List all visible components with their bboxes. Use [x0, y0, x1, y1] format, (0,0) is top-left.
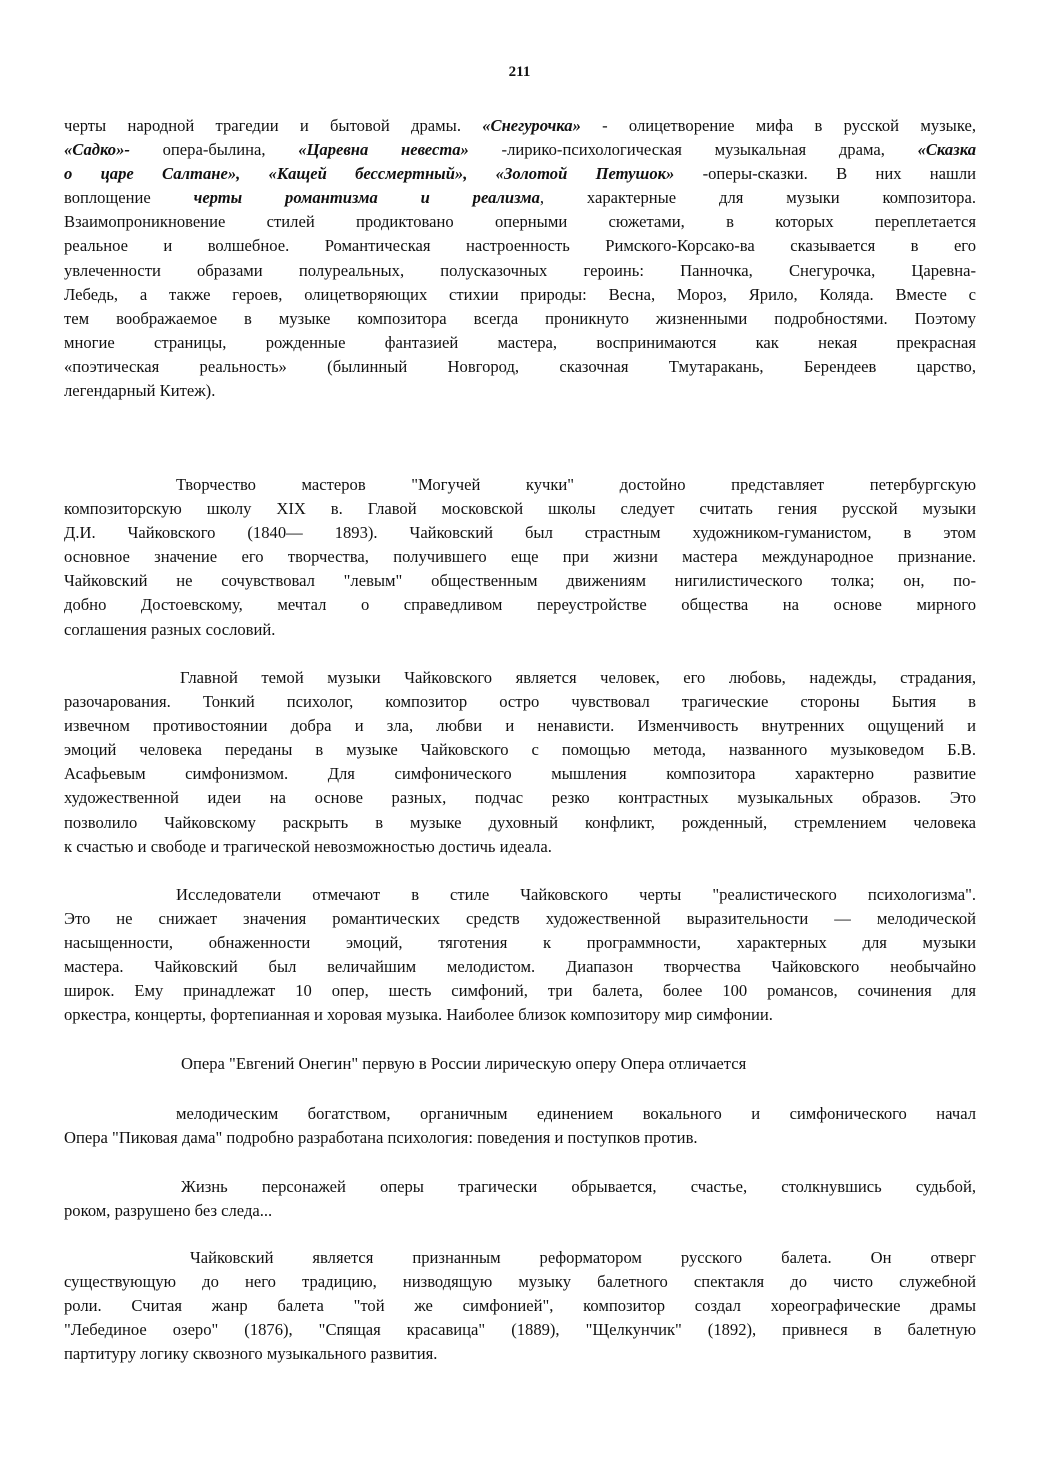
text-run: - олицетворение мифа в русской музыке, [580, 116, 976, 135]
text-line [64, 162, 976, 186]
text-line: извечном противостоянии добра и зла, любви и ненависти. Изменчивость внутренних ощущений и [64, 716, 976, 736]
text-line: соглашения разных сословий. [64, 619, 276, 639]
text-line: Опера "Пиковая дама" подробно разработана психология: поведения и поступков против. [64, 1128, 698, 1148]
paragraph-characters-fate [64, 1175, 976, 1223]
emphasized-title: «Сказка [917, 140, 976, 160]
text-line: основное значение его творчества, получившего еще при жизни мастера международное признание. [64, 547, 976, 567]
text-line: Главной темой музыки Чайковского является человек, его любовь, надежды, страдания, [180, 668, 976, 687]
text-run: опера-былина, [129, 140, 299, 160]
emphasized-title: «Садко»- [64, 140, 130, 160]
text-line [64, 114, 976, 138]
text-line: Чайковский не сочувствовал "левым" общественным движениям нигилистического толка; он, по- [64, 571, 976, 591]
text-line: многие страницы, рожденные фантазией мастера, воспринимаются как некая прекрасная [64, 332, 976, 352]
text-line: добно Достоевскому, мечтал о справедливом переустройстве общества на основе мирного [64, 595, 976, 615]
text-line: "Лебединое озеро" (1876), "Спящая красавица" (1889), "Щелкунчик" (1892), привнеся в балетную [64, 1320, 976, 1340]
paragraph-onegin [64, 1052, 976, 1076]
text-line: Лебедь, а также героев, олицетворяющих стихии природы: Весна, Мороз, Ярило, Коляда. Вместе с [64, 284, 976, 304]
text-line: увлеченности образами полуреальных, полусказочных героинь: Панночка, Снегурочка, Царевна- [64, 260, 976, 280]
text-run: -лирико-психологическая музыкальная драма, [468, 140, 918, 160]
text-line: Опера "Евгений Онегин" первую в России лирическую оперу Опера отличается [181, 1054, 747, 1073]
text-run: -оперы-сказки. В них нашли [674, 164, 976, 184]
text-line: Исследователи отмечают в стиле Чайковского черты "реалистического психологизма". [176, 885, 976, 904]
text-line: Асафьевым симфонизмом. Для симфонического мышления композитора характерно развитие [64, 764, 976, 784]
text-line [64, 186, 976, 210]
text-line: разочарования. Тонкий психолог, композитор остро чувствовал трагические стороны Бытия в [64, 692, 976, 712]
paragraph-tchaikovsky-intro [64, 473, 976, 642]
emphasized-title: «Царевна невеста» [298, 140, 469, 160]
text-line: легендарный Китеж). [64, 381, 216, 401]
text-line: Творчество мастеров "Могучей кучки" достойно представляет петербургскую [176, 475, 976, 494]
text-line: Чайковский является признанным реформатором русского балета. Он отверг [190, 1248, 976, 1267]
text-line: композиторскую школу XIX в. Главой московской школы следует считать гения русской музыки [64, 499, 976, 519]
text-line: позволило Чайковскому раскрыть в музыке духовный конфликт, рожденный, стремлением человека [64, 812, 976, 832]
emphasized-title: черты романтизма и реализма [193, 188, 540, 208]
text-line: эмоций человека переданы в музыке Чайковского с помощью метода, названного музыковедом Б.В. [64, 740, 976, 760]
text-line: существующую до него традицию, низводящую музыку балетного спектакля до чисто служебной [64, 1272, 976, 1292]
text-line: Взаимопроникновение стилей продиктовано оперными сюжетами, в которых переплетается [64, 212, 976, 232]
text-line: роли. Считая жанр балета "той же симфонией", композитор создал хореографические драмы [64, 1296, 976, 1316]
paragraph-ballet-reform [64, 1246, 976, 1366]
paragraph-researchers [64, 883, 976, 1028]
text-line: мастера. Чайковский был величайшим мелодистом. Диапазон творчества Чайковского необычайно [64, 957, 976, 977]
text-line: реальное и волшебное. Романтическая настроенность Римского-Корсако-ва сказывается в его [64, 236, 976, 256]
text-run: воплощение [64, 188, 194, 208]
text-line: художественной идеи на основе разных, подчас резко контрастных музыкальных образов. Это [64, 788, 976, 808]
emphasized-title: «Снегурочка» [482, 116, 581, 135]
text-line: роком, разрушено без следа... [64, 1201, 273, 1221]
text-run: , характерные для музыки композитора. [539, 188, 976, 208]
text-line: партитуру логику сквозного музыкального развития. [64, 1344, 438, 1364]
text-line: оркестра, концерты, фортепианная и хоровая музыка. Наиболее близок композитору мир симфонии. [64, 1005, 773, 1025]
paragraph-rimsky-korsakov-operas [64, 114, 976, 403]
emphasized-title: о царе Салтане», «Кащей бессмертный», «Золотой Петушок» [64, 164, 675, 184]
text-line: насыщенности, обнаженности эмоций, тяготения к программности, характерных для музыки [64, 933, 976, 953]
text-line [64, 138, 976, 162]
paragraph-main-theme [64, 666, 976, 859]
text-run: черты народной трагедии и бытовой драмы. [64, 116, 483, 135]
text-line: «поэтическая реальность» (былинный Новгород, сказочная Тмутаракань, Берендеев царство, [64, 356, 976, 376]
text-line: мелодическим богатством, органичным единением вокального и симфонического начал [176, 1104, 976, 1123]
text-line: широк. Ему принадлежат 10 опер, шесть симфоний, три балета, более 100 романсов, сочинения для [64, 981, 976, 1001]
text-line: к счастью и свободе и трагической невозможностью достичь идеала. [64, 836, 552, 856]
paragraph-queen-of-spades [64, 1102, 976, 1150]
text-line: тем воображаемое в музыке композитора всегда проникнуто жизненными подробностями. Поэтому [64, 308, 976, 328]
text-line: Д.И. Чайковского (1840— 1893). Чайковский был страстным художником-гуманистом, в этом [64, 523, 976, 543]
text-line: Жизнь персонажей оперы трагически обрывается, счастье, столкнувшись судьбой, [181, 1177, 976, 1196]
text-line: Это не снижает значения романтических средств художественной выразительности — мелодической [64, 909, 976, 929]
page-number: 211 [508, 64, 531, 80]
